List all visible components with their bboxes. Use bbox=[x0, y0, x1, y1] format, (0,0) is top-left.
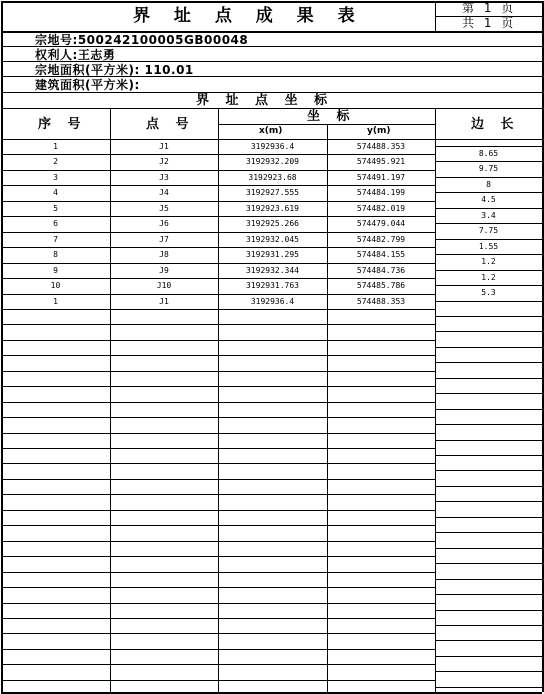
h-rule bbox=[435, 239, 542, 240]
h-rule bbox=[1, 247, 435, 248]
h-rule bbox=[1, 232, 435, 233]
cell-seq: 9 bbox=[53, 266, 58, 275]
h-rule bbox=[1, 355, 435, 356]
h-rule bbox=[435, 316, 542, 317]
edge-length: 8.65 bbox=[478, 149, 499, 158]
h-rule bbox=[1, 263, 435, 264]
cell-x: 3192936.4 bbox=[250, 142, 295, 151]
h-rule bbox=[435, 594, 542, 595]
h-rule bbox=[435, 285, 542, 286]
h-rule bbox=[1, 139, 542, 140]
h-rule bbox=[1, 494, 435, 495]
h-rule bbox=[1, 556, 435, 557]
h-rule bbox=[435, 161, 542, 162]
h-rule bbox=[435, 270, 542, 271]
cell-x: 3192927.555 bbox=[246, 188, 299, 197]
h-rule bbox=[435, 424, 542, 425]
header-seq: 序 号 bbox=[38, 117, 87, 132]
edge-length: 5.3 bbox=[481, 288, 496, 297]
edge-length: 3.4 bbox=[481, 211, 496, 220]
cell-y: 574484.199 bbox=[356, 188, 406, 197]
cell-seq: 2 bbox=[53, 157, 58, 166]
h-rule bbox=[435, 640, 542, 641]
h-rule bbox=[435, 656, 542, 657]
header-coord: 坐 标 bbox=[307, 109, 356, 124]
h-rule bbox=[435, 409, 542, 410]
parcel-id bbox=[35, 34, 248, 46]
cell-x: 3192923.619 bbox=[246, 204, 299, 213]
h-rule bbox=[435, 610, 542, 611]
edge-length: 1.2 bbox=[481, 273, 496, 282]
cell-point: J5 bbox=[159, 204, 169, 213]
owner-value: 王志勇 bbox=[77, 48, 116, 62]
h-rule bbox=[435, 208, 542, 209]
cell-seq: 10 bbox=[50, 281, 61, 290]
edge-length: 9.75 bbox=[478, 164, 499, 173]
h-rule bbox=[1, 154, 435, 155]
h-rule bbox=[435, 687, 542, 688]
header-point: 点 号 bbox=[146, 117, 195, 132]
h-rule bbox=[1, 479, 435, 480]
cell-x: 3192925.266 bbox=[246, 219, 299, 228]
edge-length: 4.5 bbox=[481, 195, 496, 204]
cell-y: 574484.736 bbox=[356, 266, 406, 275]
h-rule bbox=[1, 170, 435, 171]
building-area-label: 建筑面积(平方米): bbox=[35, 78, 140, 92]
h-rule bbox=[435, 470, 542, 471]
cell-seq: 5 bbox=[53, 204, 58, 213]
h-rule bbox=[435, 362, 542, 363]
cell-y: 574485.786 bbox=[356, 281, 406, 290]
cell-x: 3192936.4 bbox=[250, 297, 295, 306]
cell-y: 574491.197 bbox=[356, 173, 406, 182]
h-rule bbox=[1, 618, 435, 619]
cell-seq: 8 bbox=[53, 250, 58, 259]
cell-seq: 1 bbox=[53, 142, 58, 151]
owner-label: 权利人: bbox=[35, 48, 78, 62]
cell-x: 3192932.045 bbox=[246, 235, 299, 244]
cell-point: J9 bbox=[159, 266, 169, 275]
h-rule bbox=[1, 92, 542, 93]
cell-point: J10 bbox=[156, 281, 172, 290]
cell-y: 574495.921 bbox=[356, 157, 406, 166]
parcel-id-label: 宗地号: bbox=[35, 33, 78, 47]
edge-length: 8 bbox=[486, 180, 491, 189]
h-rule bbox=[1, 201, 435, 202]
h-rule bbox=[1, 324, 435, 325]
owner bbox=[35, 49, 115, 61]
h-rule bbox=[1, 463, 435, 464]
h-rule bbox=[1, 649, 435, 650]
h-rule bbox=[435, 331, 542, 332]
h-rule bbox=[435, 517, 542, 518]
h-rule bbox=[1, 633, 435, 634]
h-rule bbox=[435, 579, 542, 580]
h-rule bbox=[435, 146, 542, 147]
h-rule bbox=[435, 548, 542, 549]
cell-point: J6 bbox=[159, 219, 169, 228]
cell-point: J7 bbox=[159, 235, 169, 244]
cell-point: J8 bbox=[159, 250, 169, 259]
parcel-area bbox=[35, 64, 194, 76]
h-rule bbox=[1, 185, 435, 186]
header-edge: 边 长 bbox=[471, 117, 520, 132]
header-y: y(m) bbox=[367, 126, 391, 136]
h-rule bbox=[1, 1, 542, 3]
h-rule bbox=[435, 177, 542, 178]
h-rule bbox=[1, 371, 435, 372]
cell-y: 574484.155 bbox=[356, 250, 406, 259]
h-rule bbox=[1, 294, 435, 295]
cell-y: 574488.353 bbox=[356, 297, 406, 306]
h-rule bbox=[1, 278, 435, 279]
v-rule bbox=[1, 1, 3, 692]
cell-y: 574482.019 bbox=[356, 204, 406, 213]
h-rule bbox=[435, 455, 542, 456]
h-rule bbox=[435, 501, 542, 502]
edge-length: 1.2 bbox=[481, 257, 496, 266]
building-area bbox=[35, 79, 140, 91]
h-rule bbox=[1, 664, 435, 665]
h-rule bbox=[1, 61, 542, 62]
h-rule bbox=[1, 31, 542, 33]
section-title: 界 址 点 坐 标 bbox=[196, 93, 334, 108]
cell-seq: 6 bbox=[53, 219, 58, 228]
cell-x: 3192932.209 bbox=[246, 157, 299, 166]
h-rule bbox=[1, 587, 435, 588]
h-rule bbox=[435, 440, 542, 441]
cell-y: 574488.353 bbox=[356, 142, 406, 151]
h-rule bbox=[1, 309, 435, 310]
h-rule bbox=[435, 671, 542, 672]
cell-seq: 4 bbox=[53, 188, 58, 197]
cell-y: 574479.044 bbox=[356, 219, 406, 228]
edge-length: 7.75 bbox=[478, 226, 499, 235]
h-rule bbox=[1, 386, 435, 387]
cell-point: J3 bbox=[159, 173, 169, 182]
h-rule bbox=[1, 402, 435, 403]
cell-point: J2 bbox=[159, 157, 169, 166]
h-rule bbox=[1, 541, 435, 542]
h-rule bbox=[1, 603, 435, 604]
h-rule bbox=[1, 525, 435, 526]
cell-point: J4 bbox=[159, 188, 169, 197]
h-rule bbox=[435, 301, 542, 302]
h-rule bbox=[435, 625, 542, 626]
h-rule bbox=[218, 124, 435, 125]
edge-length: 1.55 bbox=[478, 242, 499, 251]
h-rule bbox=[435, 378, 542, 379]
h-rule bbox=[1, 76, 542, 77]
cell-point: J1 bbox=[159, 297, 169, 306]
h-rule bbox=[1, 680, 435, 681]
h-rule bbox=[1, 572, 435, 573]
cell-seq: 1 bbox=[53, 297, 58, 306]
h-rule bbox=[435, 16, 542, 17]
h-rule bbox=[1, 417, 435, 418]
cell-x: 3192931.763 bbox=[246, 281, 299, 290]
parcel-id-value: 500242100005GB00048 bbox=[77, 33, 249, 47]
cell-x: 3192923.68 bbox=[248, 173, 297, 182]
cell-seq: 3 bbox=[53, 173, 58, 182]
cell-x: 3192931.295 bbox=[246, 250, 299, 259]
h-rule bbox=[435, 563, 542, 564]
parcel-area-label: 宗地面积(平方米): bbox=[35, 63, 140, 77]
h-rule bbox=[1, 340, 435, 341]
cell-point: J1 bbox=[159, 142, 169, 151]
page-total: 共 1 页 bbox=[462, 16, 517, 30]
h-rule bbox=[435, 254, 542, 255]
h-rule bbox=[1, 510, 435, 511]
h-rule bbox=[435, 192, 542, 193]
h-rule bbox=[435, 223, 542, 224]
header-x: x(m) bbox=[259, 126, 283, 136]
page-number: 第 1 页 bbox=[462, 1, 517, 15]
cell-x: 3192932.344 bbox=[246, 266, 299, 275]
h-rule bbox=[435, 393, 542, 394]
h-rule bbox=[1, 46, 542, 47]
h-rule bbox=[1, 216, 435, 217]
h-rule bbox=[1, 108, 542, 109]
h-rule bbox=[1, 448, 435, 449]
h-rule bbox=[435, 532, 542, 533]
h-rule bbox=[1, 433, 435, 434]
sheet-title: 界 址 点 成 果 表 bbox=[133, 6, 364, 26]
cell-seq: 7 bbox=[53, 235, 58, 244]
parcel-area-value: 110.01 bbox=[144, 63, 194, 77]
h-rule bbox=[435, 486, 542, 487]
h-rule bbox=[435, 347, 542, 348]
cell-y: 574482.799 bbox=[356, 235, 406, 244]
